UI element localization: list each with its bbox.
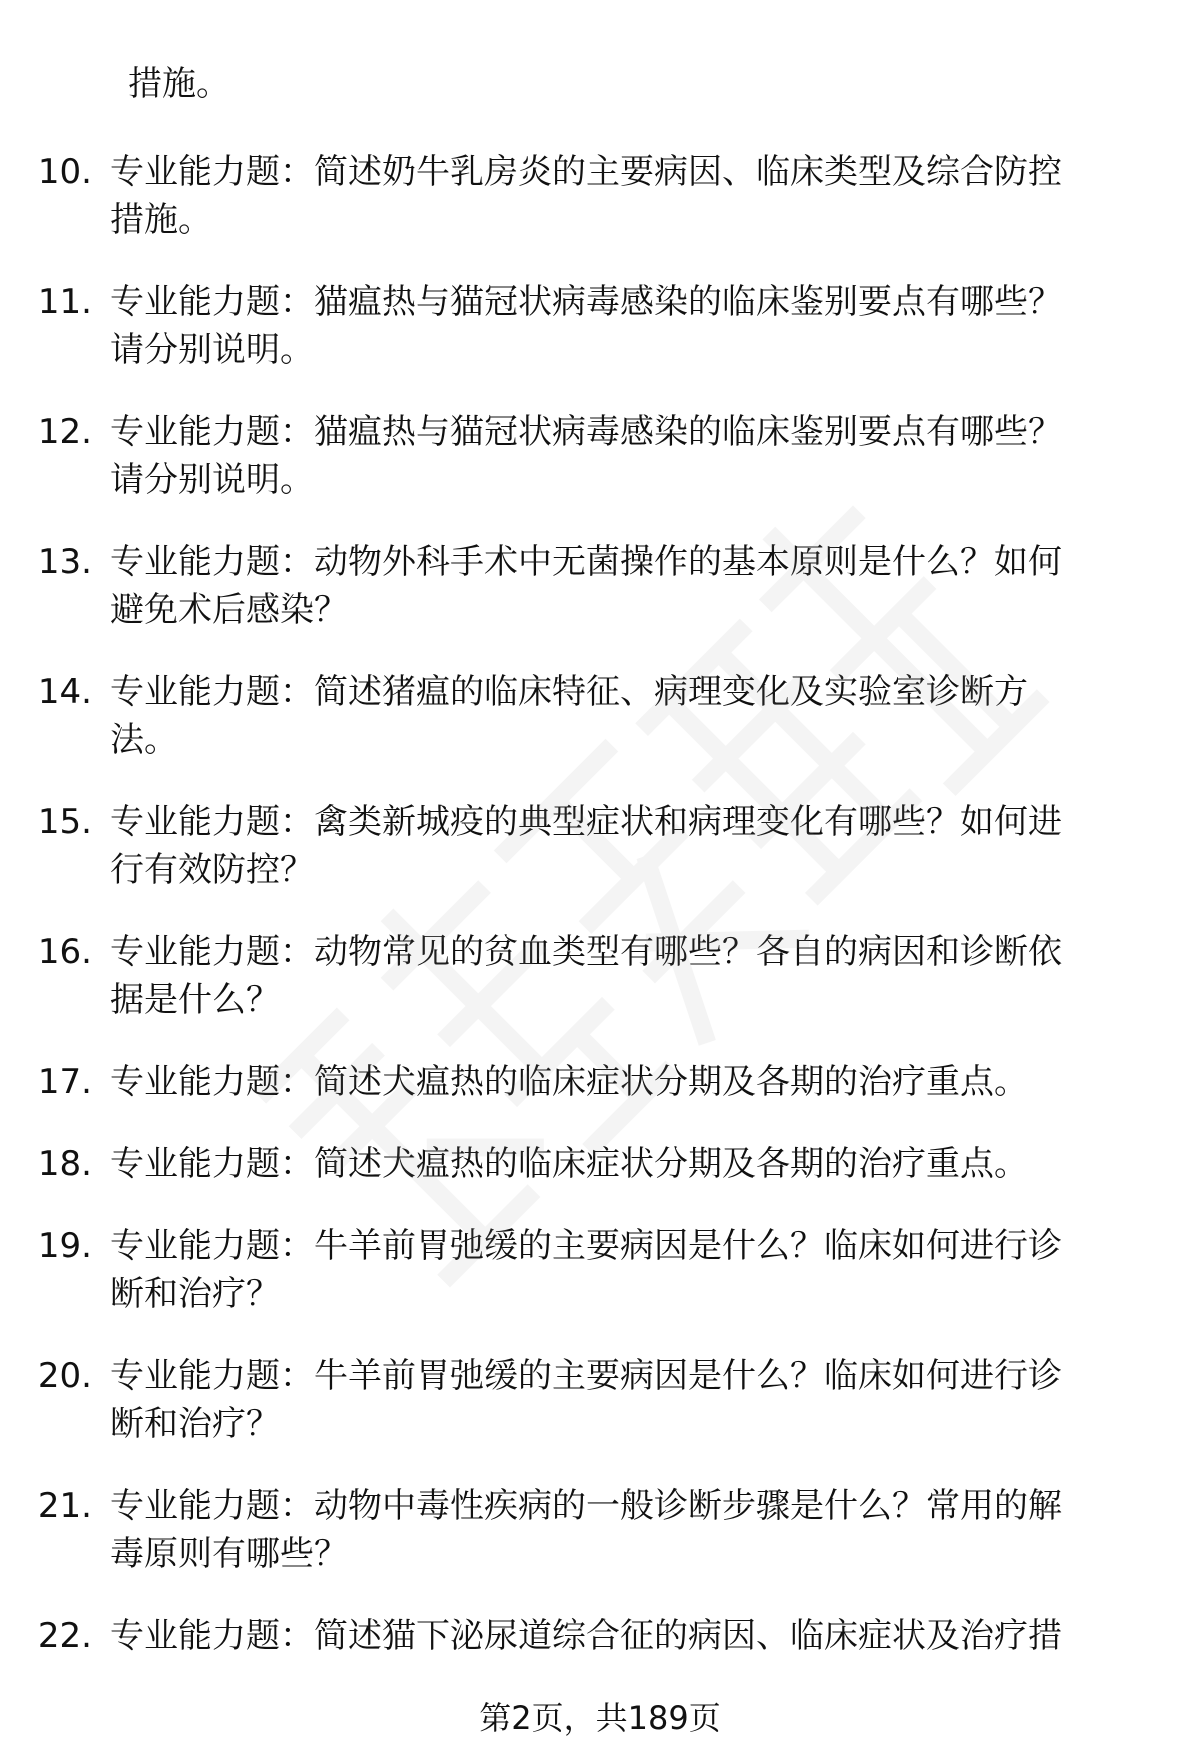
- question-number: 10.: [37, 152, 92, 192]
- question-line: 专业能力题：简述猫下泌尿道综合征的病因、临床症状及治疗措: [110, 1616, 1062, 1656]
- question-item: [0, 538, 1200, 634]
- question-text: [110, 928, 1120, 1024]
- question-number: 11.: [37, 282, 92, 322]
- question-line: 专业能力题：动物外科手术中无菌操作的基本原则是什么？如何: [110, 542, 1062, 582]
- question-text: [110, 1222, 1120, 1318]
- question-item: [0, 798, 1200, 894]
- question-line: 专业能力题：简述奶牛乳房炎的主要病因、临床类型及综合防控: [110, 152, 1062, 192]
- question-line: 法。: [110, 720, 178, 760]
- question-line: 专业能力题：牛羊前胃弛缓的主要病因是什么？临床如何进行诊: [110, 1226, 1062, 1266]
- question-item: [0, 1140, 1200, 1188]
- question-line: 专业能力题：动物中毒性疾病的一般诊断步骤是什么？常用的解: [110, 1486, 1062, 1526]
- question-line: 专业能力题：动物常见的贫血类型有哪些？各自的病因和诊断依: [110, 932, 1062, 972]
- question-text: [110, 408, 1120, 504]
- question-number: 17.: [37, 1062, 92, 1102]
- question-number: 21.: [37, 1486, 92, 1526]
- question-line: 避免术后感染？: [110, 590, 348, 630]
- question-line: 专业能力题：简述犬瘟热的临床症状分期及各期的治疗重点。: [110, 1144, 1028, 1184]
- question-number: 15.: [37, 802, 92, 842]
- question-item: [0, 408, 1200, 504]
- question-number: 22.: [37, 1616, 92, 1656]
- question-text: [110, 798, 1120, 894]
- question-line: 专业能力题：简述犬瘟热的临床症状分期及各期的治疗重点。: [110, 1062, 1028, 1102]
- question-text: [110, 1612, 1120, 1660]
- question-item: [0, 278, 1200, 374]
- question-line: 专业能力题：猫瘟热与猫冠状病毒感染的临床鉴别要点有哪些？: [110, 412, 1062, 452]
- question-line: 断和治疗？: [110, 1274, 280, 1314]
- question-number: 19.: [37, 1226, 92, 1266]
- question-text: [110, 278, 1120, 374]
- page-footer: 第2页，共189页: [479, 1699, 721, 1737]
- question-text: [110, 1352, 1120, 1448]
- continuation-text: 措施。: [128, 64, 230, 104]
- question-line: 毒原则有哪些？: [110, 1534, 348, 1574]
- question-line: 请分别说明。: [110, 460, 314, 500]
- question-number: 18.: [37, 1144, 92, 1184]
- question-line: 行有效防控？: [110, 850, 314, 890]
- question-text: [110, 1058, 1120, 1106]
- question-item: [0, 668, 1200, 764]
- question-list: [0, 148, 1200, 1694]
- question-item: [0, 1482, 1200, 1578]
- question-text: [110, 148, 1120, 244]
- question-number: 13.: [37, 542, 92, 582]
- question-text: [110, 1140, 1120, 1188]
- question-text: [110, 538, 1120, 634]
- question-text: [110, 1482, 1120, 1578]
- question-item: [0, 928, 1200, 1024]
- question-line: 专业能力题：猫瘟热与猫冠状病毒感染的临床鉴别要点有哪些？: [110, 282, 1062, 322]
- question-item: [0, 148, 1200, 244]
- question-line: 专业能力题：简述猪瘟的临床特征、病理变化及实验室诊断方: [110, 672, 1028, 712]
- question-item: [0, 1222, 1200, 1318]
- question-line: 请分别说明。: [110, 330, 314, 370]
- question-number: 16.: [37, 932, 92, 972]
- question-number: 14.: [37, 672, 92, 712]
- question-line: 专业能力题：牛羊前胃弛缓的主要病因是什么？临床如何进行诊: [110, 1356, 1062, 1396]
- question-item: [0, 1058, 1200, 1106]
- question-line: 断和治疗？: [110, 1404, 280, 1444]
- question-line: 专业能力题：禽类新城疫的典型症状和病理变化有哪些？如何进: [110, 802, 1062, 842]
- question-text: [110, 668, 1120, 764]
- question-line: 措施。: [110, 200, 212, 240]
- question-item: [0, 1352, 1200, 1448]
- question-line: 据是什么？: [110, 980, 280, 1020]
- question-number: 20.: [37, 1356, 92, 1396]
- question-item: [0, 1612, 1200, 1660]
- question-number: 12.: [37, 412, 92, 452]
